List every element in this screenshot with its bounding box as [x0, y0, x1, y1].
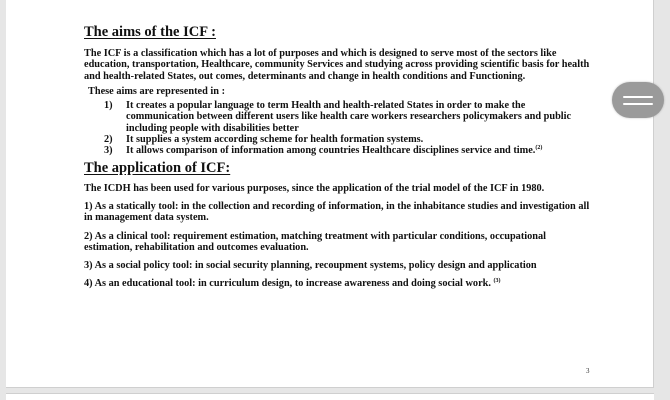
hamburger-menu-button[interactable] [612, 82, 664, 118]
list-number: 1) [104, 100, 113, 112]
application-intro: The ICDH has been used for various purposes, since the application of the trial model of the ICF in 1980. [84, 182, 545, 194]
list-item [84, 134, 594, 145]
hamburger-menu-icon [623, 96, 653, 98]
reference-superscript: (2) [535, 145, 543, 152]
application-item: 3) As a social policy tool: in social security planning, recoupment systems, policy design and application [84, 260, 537, 272]
list-number: 3) [104, 145, 113, 157]
aims-list [84, 100, 594, 156]
list-item-text: It allows comparison of information among countries Healthcare disciplines service and time. [126, 145, 536, 157]
list-item [84, 100, 594, 134]
next-page-edge [6, 393, 654, 400]
application-item: 2) As a clinical tool: requirement estimation, matching treatment with particular conditions, occupational estimation, rehabilitation and outcomes evaluation. [84, 230, 546, 253]
page-content [84, 24, 594, 297]
document-page [6, 0, 654, 388]
aims-paragraph: The ICF is a classification which has a lot of purposes and which is designed to serve most of the sectors like education, transportation, Healthcare, community Services and studying across providing scientific basis for health and health-related States, out comes, determinants and change in health conditions and Functioning. [84, 48, 590, 82]
list-item-text: It creates a popular language to term Health and health-related States in order to make the communication between different users like health care workers researchers policymakers and public including people with disabilities better [126, 100, 572, 134]
hamburger-menu-icon [623, 103, 653, 105]
reference-superscript: (3) [493, 278, 501, 285]
application-item: 1) As a statically tool: in the collection and recording of information, in the inhabitance studies and investigation all in management data system. [84, 200, 590, 224]
list-item [84, 145, 594, 156]
application-item-text: 4) As an educational tool: in curriculum design, to increase awareness and doing social work. [84, 278, 491, 290]
aims-heading: The aims of the ICF : [84, 24, 216, 40]
page-number: 3 [586, 367, 590, 375]
application-heading: The application of ICF: [84, 159, 231, 176]
application-item [84, 278, 594, 289]
list-item-text: It supplies a system according scheme for health formation systems. [126, 134, 424, 146]
represented-intro: These aims are represented in : [88, 85, 225, 97]
list-number: 2) [104, 134, 113, 146]
